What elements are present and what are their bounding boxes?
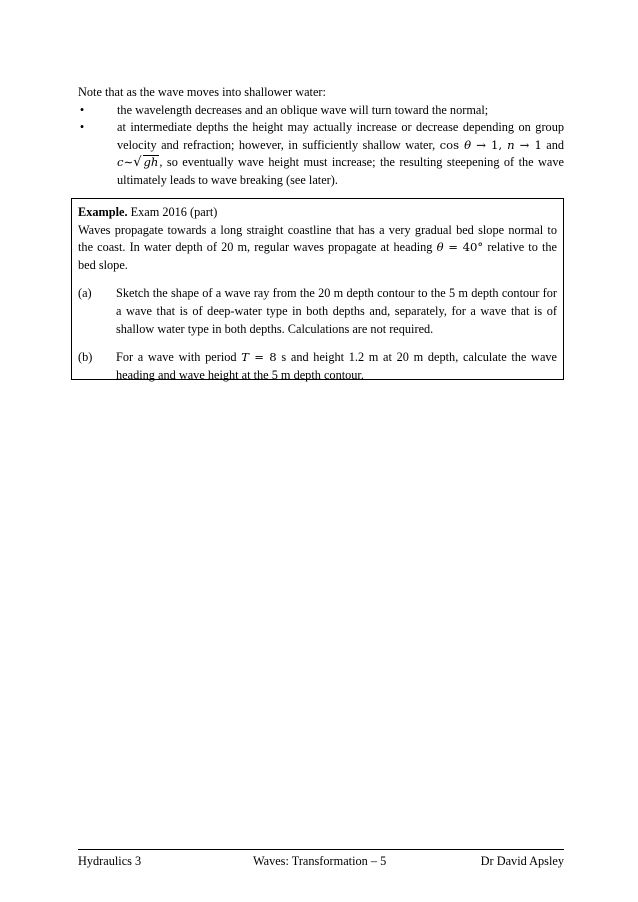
example-paragraph: Waves propagate towards a long straight coastline that has a very gradual bed slope normal to the coast. In water depth of 20 m, regular waves propagate at heading θ = 40° relative to the bed slope. — [78, 222, 557, 272]
bullet-2-text-a: at intermediate depths the height may actually increase or decrease depending on group velocity and refraction; however, in sufficiently shallow water, — [117, 120, 564, 152]
footer-course: Hydraulics 3 — [78, 854, 142, 868]
bullet-1-text: the wavelength decreases and an oblique wave will turn toward the normal; — [117, 102, 489, 117]
intro-lead: Note that as the wave moves into shallower water: — [78, 85, 326, 99]
bullet-item-1 — [78, 102, 564, 120]
example-heading — [78, 204, 557, 222]
bullet-item-2 — [78, 119, 564, 189]
math-c-sqrt-gh: c∼√ gh — [117, 155, 159, 171]
question-a — [78, 285, 557, 338]
bullet-dot: • — [79, 120, 85, 135]
page-footer — [78, 853, 564, 871]
question-a-label: (a) — [78, 286, 92, 301]
example-heading-bold: Example. — [78, 205, 128, 219]
question-b-label: (b) — [78, 350, 93, 365]
intro-section — [78, 84, 564, 190]
math-cos-theta: cos θ → 1, n → 1 — [439, 137, 542, 152]
question-a-text: Sketch the shape of a wave ray from the 20 m depth contour to the 5 m depth contour for a wave that is of deep-water type in both depths and, separately, for a wave that is of shallow water type in both depths. Calculations are not required. — [116, 286, 557, 336]
bullet-list — [78, 102, 564, 190]
math-theta-40: θ = 40° — [436, 240, 484, 255]
footer-section-page: Waves: Transformation – 5 — [253, 854, 387, 868]
example-heading-rest: Exam 2016 (part) — [127, 205, 218, 219]
question-b: (b) For a wave with period T = 8 s and height 1.2 m at 20 m depth, calculate the wave heading and wave height at the 5 m depth contour. — [78, 350, 558, 382]
bullet-dot: • — [79, 102, 85, 117]
math-T-8: T = 8 — [241, 350, 277, 365]
footer-rule — [78, 849, 564, 850]
footer-author: Dr David Apsley — [480, 854, 564, 868]
example-box — [71, 198, 564, 380]
bullet-2-text-b: , so eventually wave height must increase; the resulting steepening of the wave ultimately leads to wave breaking (see later). — [117, 155, 564, 187]
and-word: and — [546, 137, 565, 152]
